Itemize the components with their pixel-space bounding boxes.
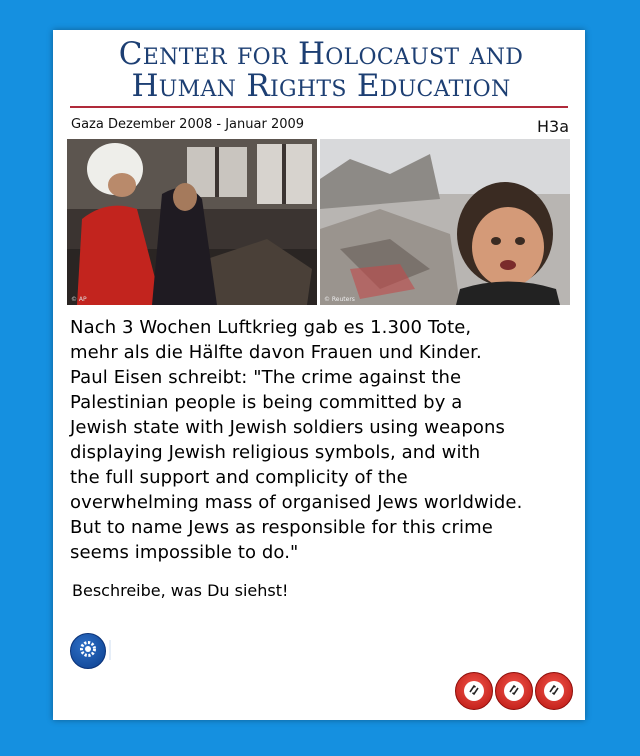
text-line: the full support and complicity of the [70, 467, 408, 488]
text-line: seems impossible to do." [70, 542, 299, 563]
refresh-icon [547, 682, 561, 701]
text-line: Nach 3 Wochen Luftkrieg gab es 1.300 Tote, [70, 317, 472, 338]
page-subtitle: Gaza Dezember 2008 - Januar 2009 [71, 117, 305, 132]
photo-child-rubble [320, 139, 570, 305]
settings-divider [109, 640, 111, 660]
nav-button-2[interactable] [495, 672, 533, 710]
logo-line-2: Human Rights Education [131, 68, 511, 104]
refresh-icon [467, 682, 481, 701]
text-line: Paul Eisen schreibt: "The crime against the [70, 367, 462, 388]
content-card [53, 30, 585, 720]
text-line: Palestinian people is being committed by a [70, 392, 463, 413]
photo-women-ruins [67, 139, 317, 305]
text-line: mehr als die Hälfte davon Frauen und Kinder. [70, 342, 482, 363]
refresh-icon [507, 682, 521, 701]
task-prompt: Beschreibe, was Du siehst! [72, 581, 289, 600]
text-line: Jewish state with Jewish soldiers using weapons [70, 417, 505, 438]
nav-button-3[interactable] [535, 672, 573, 710]
logo [71, 38, 571, 102]
photo-credit-right: © Reuters [324, 296, 355, 303]
photo-credit-left: © AP [71, 296, 87, 303]
text-line: displaying Jewish religious symbols, and with [70, 442, 481, 463]
logo-divider [70, 106, 568, 108]
quote-text [70, 315, 576, 565]
logo-line-1: Center for Holocaust and [118, 36, 524, 72]
gear-icon [78, 639, 98, 663]
text-line: overwhelming mass of organised Jews worldwide. [70, 492, 523, 513]
settings-button[interactable] [70, 633, 106, 669]
nav-button-1[interactable] [455, 672, 493, 710]
slide-code: H3a [536, 117, 569, 136]
text-line: But to name Jews as responsible for this crime [70, 517, 493, 538]
